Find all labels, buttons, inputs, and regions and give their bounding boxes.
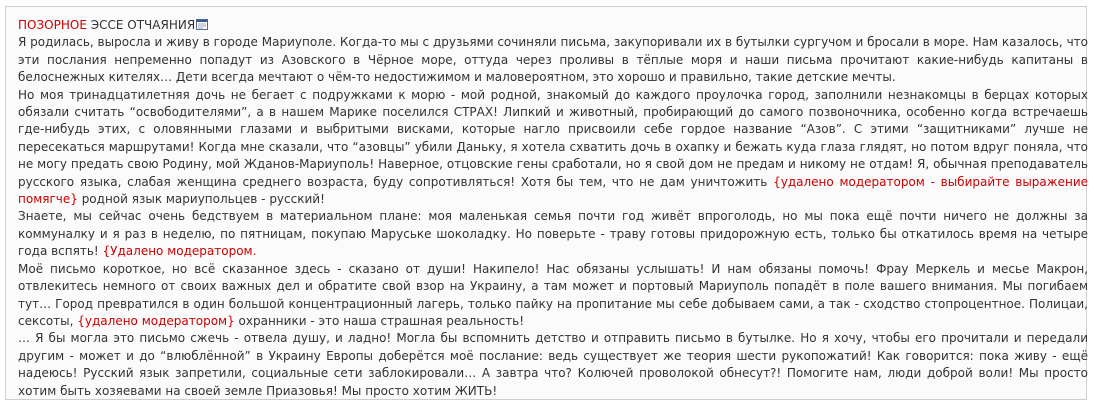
post-paragraph (18, 330, 1088, 400)
post-paragraph (18, 87, 1088, 209)
moderator-note: {Удалено модератором. (102, 244, 257, 259)
post-paragraph (18, 261, 1088, 331)
paragraph-text: Я родилась, выросла и живу в городе Мариуполе. Когда-то мы с друзьями сочиняли письма, закупоривали их в бутылки сургучом и бросали в море. Нам казалось, что эти послания непременно попадут из Азовского в Чёрное море, оттуда через проливы в тёплые моря и наши письма прочитают какие-нибудь капитаны в белоснежных кителях… Дети всегда мечтают о чём-то недостижимом и маловероятном, это хорошо и правильно, такие детские мечты. (18, 35, 1088, 85)
paragraph-text: родной язык мариупольцев - русский! (77, 192, 325, 207)
paragraph-text: охранники - это наша страшная реальность! (234, 313, 525, 328)
paragraph-text: Но моя тринадцатилетняя дочь не бегает с подружками к морю - мой родной, знакомый до каждого проулочка город, заполнили незнакомцы в берцах которых обязали считать “освободителями”, а в нашем Марике поселился СТРАХ! Липкий и животный, пробирающий до самого позвоночника, особенно когда встречаешь где-нибудь этих, с оловянными глазами и выбритыми висками, которые нагло присвоили себе гордое название “Азов”. С этими “защитниками” лучше не пересекаться маршрутами! Когда мне сказали, что “азовцы” убили Даньку, я хотела схватить дочь в охапку и бежать куда глаза глядят, но потом вдруг поняла, что не могу предать свою Родину, мой Жданов-Мариуполь! Наверное, отцовские гены сработали, но я свой дом не предам и никому не отдам! Я, обычная преподаватель русского языка, слабая женщина среднего возраста, буду сопротивляться! Хотя бы тем, что не дам уничтожить (18, 87, 1088, 189)
post-paragraph (18, 34, 1088, 86)
window-icon[interactable] (196, 18, 208, 29)
post-title (18, 17, 1088, 34)
post-body (18, 34, 1088, 400)
paragraph-text: … Я бы могла это письмо сжечь - отвела душу, и ладно! Могла бы вспомнить детство и отправить письмо в бутылке. Но я хочу, чтобы его прочитали и передали другим - может и до “влюблённой” в Украину Европы доберётся моё послание: ведь существует же теория шести рукопожатий! Как говорится: пока живу - ещё надеюсь! Русский язык запретили, социальные сети заблокировали… А завтра что? Колючей проволокой обнесут?! Помогите нам, люди доброй воли! Мы просто хотим быть хозяевами на своей земле Приазовья! Мы просто хотим ЖИТЬ! (18, 331, 1088, 398)
moderator-note: {удалено модератором} (77, 313, 235, 328)
post-title-prefix: ПОЗОРНОЕ (18, 18, 87, 32)
paragraph-text: Моё письмо короткое, но всё сказанное здесь - сказано от души! Накипело! Нас обязаны услышать! И нам обязаны помочь! Фрау Меркель и месье Макрон, отвлекитесь немного от своих важных дел и обратите свой взор на Украину, а там может и портовый Мариуполь попадёт в поле вашего внимания. Мы погибаем тут… Город превратился в один большой концентрационный лагерь, только пайку на пропитание мы себе добываем сами, а так - сходство стопроцентное. Полицаи, сексоты, (18, 261, 1088, 328)
post-frame (5, 6, 1087, 400)
post-title-main: ЭССЕ ОТЧАЯНИЯ (90, 18, 196, 32)
post-paragraph (18, 208, 1088, 260)
post-content (18, 17, 1088, 400)
moderator-note: {удалено модератором - выбирайте выражение помягче} (18, 174, 1088, 207)
paragraph-text: Знаете, мы сейчас очень бедствуем в материальном плане: моя маленькая семья почти год живёт впроголодь, но мы пока ещё почти ничего не должны за коммуналку и я раз в неделю, по пятницам, покупаю Маруське шоколадку. Но поверьте - траву готовы придорожную есть, только бы откатилось время на четыре года вспять! (18, 209, 1088, 259)
